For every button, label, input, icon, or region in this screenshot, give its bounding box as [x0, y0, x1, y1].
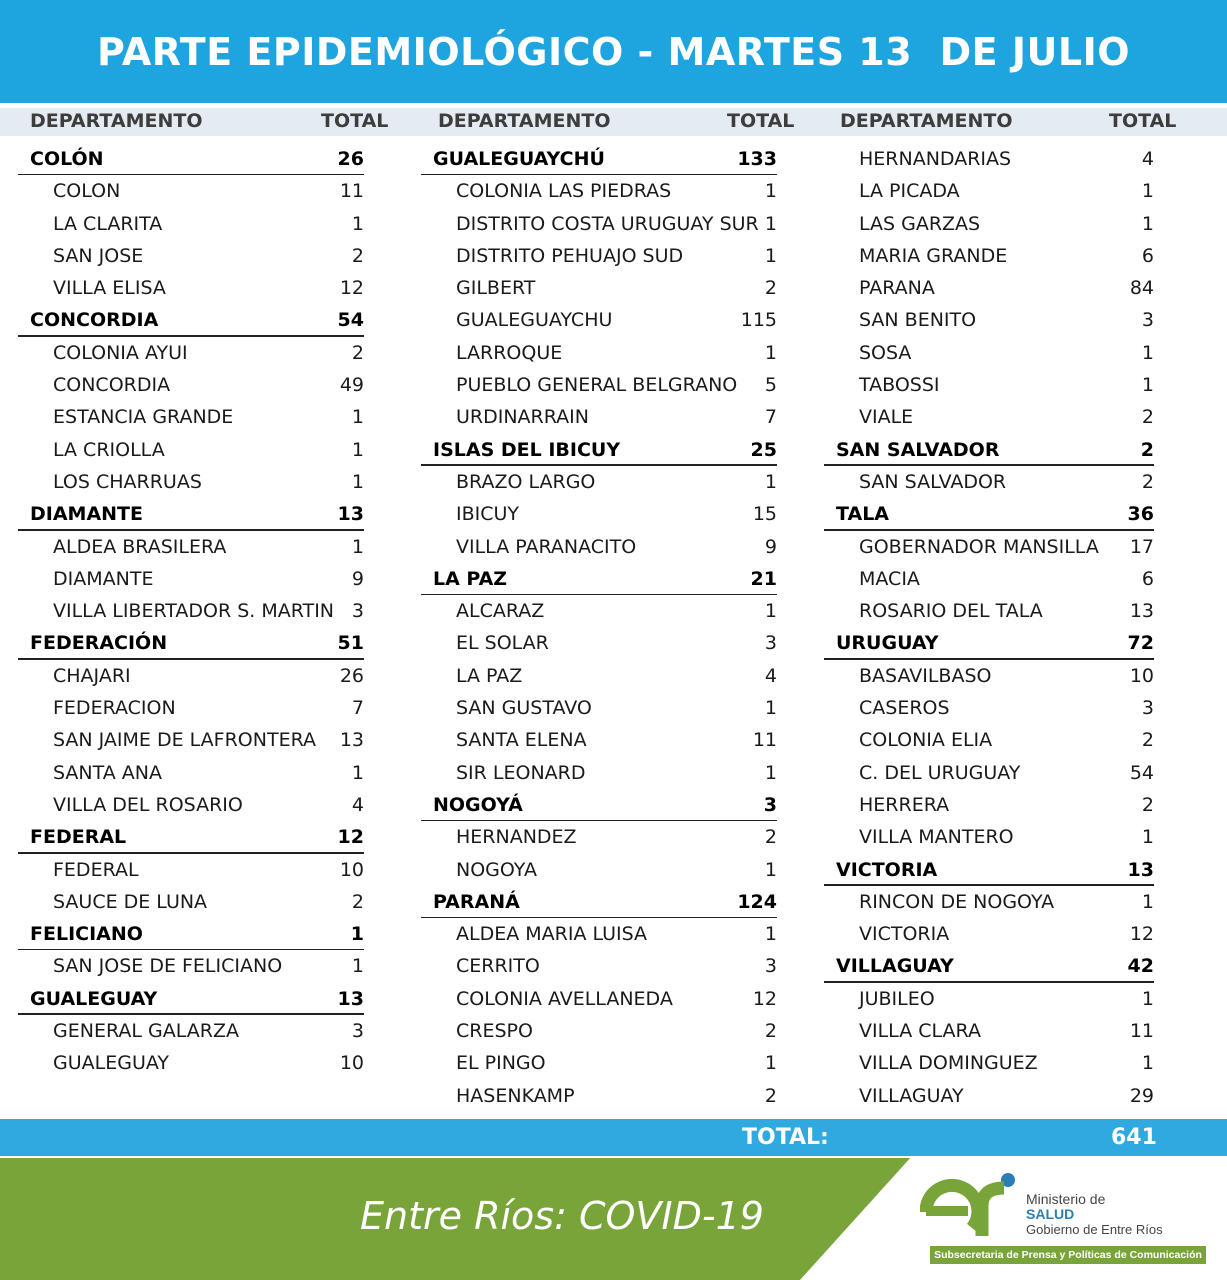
department-name: VILLAGUAY	[836, 955, 954, 978]
locality-name: ROSARIO DEL TALA	[859, 600, 1043, 623]
locality-row	[824, 1080, 1154, 1112]
department-total: 124	[737, 890, 777, 913]
locality-row	[421, 208, 777, 240]
department-total: 2	[1140, 438, 1154, 461]
locality-name: SANTA ANA	[53, 761, 162, 784]
department-total: 51	[337, 632, 364, 655]
ministry-line-1: Ministerio de	[1026, 1191, 1106, 1207]
locality-name: EL PINGO	[456, 1052, 546, 1075]
locality-name: SAN SALVADOR	[859, 470, 1007, 493]
locality-row	[421, 401, 777, 433]
locality-row	[421, 983, 777, 1015]
locality-total: 1	[1141, 826, 1154, 849]
locality-total: 3	[764, 632, 777, 655]
locality-name: SIR LEONARD	[456, 761, 586, 784]
department-total: 25	[750, 438, 777, 461]
locality-name: MARIA GRANDE	[859, 244, 1008, 267]
department-name: CONCORDIA	[30, 309, 159, 332]
locality-total: 1	[351, 955, 364, 978]
locality-name: VIALE	[859, 406, 914, 429]
locality-total: 1	[764, 244, 777, 267]
locality-name: SAN BENITO	[859, 309, 977, 332]
department-row	[824, 627, 1154, 659]
locality-total: 115	[740, 309, 777, 332]
total-value: 641	[1111, 1125, 1157, 1150]
department-name: GUALEGUAYCHÚ	[433, 148, 605, 170]
locality-row	[421, 918, 777, 950]
department-total: 13	[337, 987, 364, 1010]
locality-total: 3	[764, 955, 777, 978]
locality-total: 1	[1141, 212, 1154, 235]
locality-name: PARANA	[859, 277, 935, 300]
locality-row	[824, 595, 1154, 627]
department-name: TALA	[836, 503, 890, 526]
table-column-1	[18, 143, 364, 1080]
locality-row	[18, 724, 364, 756]
locality-total: 12	[752, 987, 777, 1010]
locality-total: 84	[1129, 277, 1154, 300]
locality-total: 1	[764, 1052, 777, 1075]
locality-total: 1	[1141, 1052, 1154, 1075]
locality-name: COLONIA AYUI	[53, 341, 188, 364]
locality-row	[824, 660, 1154, 692]
department-name: NOGOYÁ	[433, 793, 523, 816]
column-header-bar	[0, 108, 1227, 136]
locality-total: 3	[351, 1020, 364, 1043]
locality-name: DISTRITO PEHUAJO SUD	[456, 244, 684, 267]
locality-row	[18, 692, 364, 724]
locality-name: VILLAGUAY	[859, 1084, 964, 1107]
locality-row	[18, 595, 364, 627]
locality-total: 1	[764, 761, 777, 784]
locality-row	[18, 886, 364, 918]
department-row	[421, 789, 777, 821]
locality-row	[421, 660, 777, 692]
locality-name: ALDEA MARIA LUISA	[456, 923, 648, 946]
locality-total: 54	[1129, 761, 1154, 784]
locality-name: CHAJARI	[53, 664, 131, 687]
locality-row	[18, 401, 364, 433]
department-row	[18, 983, 364, 1015]
department-row	[824, 950, 1154, 982]
col3-header-total: TOTAL	[1109, 110, 1177, 132]
department-total: 36	[1127, 503, 1154, 526]
locality-name: LA PAZ	[456, 664, 523, 687]
locality-total: 2	[764, 277, 777, 300]
locality-row	[421, 466, 777, 498]
locality-row	[18, 660, 364, 692]
locality-row	[824, 143, 1154, 175]
department-name: COLÓN	[30, 148, 104, 170]
locality-row	[421, 498, 777, 530]
locality-total: 1	[764, 600, 777, 623]
locality-name: VILLA PARANACITO	[456, 535, 637, 558]
locality-total: 10	[339, 858, 364, 881]
locality-row	[421, 627, 777, 659]
locality-total: 2	[1141, 793, 1154, 816]
locality-name: LA CLARITA	[53, 212, 163, 235]
locality-name: CASEROS	[859, 697, 950, 720]
locality-total: 4	[1141, 148, 1154, 170]
locality-total: 1	[764, 697, 777, 720]
department-row	[824, 498, 1154, 530]
table-column-3	[824, 143, 1154, 1112]
locality-row	[824, 531, 1154, 563]
locality-row	[421, 1080, 777, 1112]
locality-row	[421, 240, 777, 272]
locality-row	[824, 1047, 1154, 1079]
department-row	[421, 563, 777, 595]
locality-row	[18, 854, 364, 886]
locality-row	[18, 337, 364, 369]
locality-row	[824, 983, 1154, 1015]
department-name: URUGUAY	[836, 632, 939, 655]
locality-row	[18, 531, 364, 563]
locality-row	[824, 369, 1154, 401]
locality-row	[421, 1015, 777, 1047]
footer-tagline: Entre Ríos: COVID-19	[360, 1194, 764, 1238]
locality-total: 3	[1141, 309, 1154, 332]
locality-name: SOSA	[859, 341, 912, 364]
department-total: 133	[737, 148, 777, 170]
locality-name: LARROQUE	[456, 341, 563, 364]
locality-total: 1	[1141, 374, 1154, 397]
table-column-2	[421, 143, 777, 1112]
department-name: LA PAZ	[433, 567, 508, 590]
department-name: FEDERAL	[30, 826, 127, 849]
locality-name: LAS GARZAS	[859, 212, 981, 235]
subsecretaria-banner: Subsecretaria de Prensa y Políticas de Comunicación	[930, 1246, 1206, 1264]
locality-row	[18, 240, 364, 272]
department-row	[18, 498, 364, 530]
department-name: GUALEGUAY	[30, 987, 158, 1010]
page-title: PARTE EPIDEMIOLÓGICO - MARTES 13 DE JULIO	[96, 29, 1131, 74]
department-row	[18, 143, 364, 175]
col1-header-departamento: DEPARTAMENTO	[30, 110, 203, 132]
locality-row	[824, 692, 1154, 724]
locality-name: SAN JAIME DE LAFRONTERA	[53, 729, 317, 752]
locality-name: VILLA ELISA	[53, 277, 166, 300]
locality-total: 7	[351, 697, 364, 720]
department-row	[18, 304, 364, 336]
locality-name: FEDERACION	[53, 697, 176, 720]
locality-total: 12	[339, 277, 364, 300]
locality-name: GILBERT	[456, 277, 536, 300]
locality-row	[18, 466, 364, 498]
department-name: FELICIANO	[30, 923, 143, 946]
locality-name: GENERAL GALARZA	[53, 1020, 239, 1043]
locality-row	[18, 1047, 364, 1079]
locality-name: SAN JOSE DE FELICIANO	[53, 955, 283, 978]
locality-total: 3	[1141, 697, 1154, 720]
department-name: DIAMANTE	[30, 503, 143, 526]
locality-name: ALCARAZ	[456, 600, 545, 623]
title-banner	[0, 0, 1227, 103]
department-row	[824, 434, 1154, 466]
locality-total: 10	[339, 1052, 364, 1075]
locality-total: 1	[764, 212, 777, 235]
locality-row	[421, 950, 777, 982]
locality-row	[18, 757, 364, 789]
locality-row	[421, 272, 777, 304]
locality-name: SAN JOSE	[53, 244, 144, 267]
locality-name: C. DEL URUGUAY	[859, 761, 1021, 784]
locality-total: 4	[351, 793, 364, 816]
locality-name: TABOSSI	[859, 374, 940, 397]
locality-row	[824, 208, 1154, 240]
department-total: 13	[1127, 858, 1154, 881]
locality-name: SANTA ELENA	[456, 729, 587, 752]
locality-row	[824, 757, 1154, 789]
locality-row	[824, 789, 1154, 821]
department-row	[421, 886, 777, 918]
locality-name: LOS CHARRUAS	[53, 470, 202, 493]
department-name: SAN SALVADOR	[836, 438, 1000, 461]
locality-row	[421, 337, 777, 369]
locality-name: URDINARRAIN	[456, 406, 589, 429]
locality-row	[824, 724, 1154, 756]
locality-row	[421, 369, 777, 401]
locality-name: HASENKAMP	[456, 1084, 575, 1107]
locality-name: JUBILEO	[859, 987, 935, 1010]
locality-total: 2	[351, 244, 364, 267]
locality-row	[421, 1047, 777, 1079]
total-bar	[0, 1119, 1227, 1156]
ministry-line-3: Gobierno de Entre Ríos	[1026, 1222, 1163, 1237]
locality-total: 6	[1141, 567, 1154, 590]
locality-total: 12	[1129, 923, 1154, 946]
locality-name: HERRERA	[859, 793, 950, 816]
locality-row	[421, 724, 777, 756]
department-row	[18, 918, 364, 950]
locality-total: 1	[351, 212, 364, 235]
locality-name: NOGOYA	[456, 858, 537, 881]
department-row	[18, 821, 364, 853]
col3-header-departamento: DEPARTAMENTO	[840, 110, 1013, 132]
locality-row	[18, 950, 364, 982]
locality-total: 2	[764, 1020, 777, 1043]
locality-name: COLONIA AVELLANEDA	[456, 987, 673, 1010]
locality-name: BRAZO LARGO	[456, 470, 596, 493]
locality-total: 6	[1141, 244, 1154, 267]
col1-header-total: TOTAL	[321, 110, 389, 132]
locality-name: VILLA DOMINGUEZ	[859, 1052, 1038, 1075]
locality-row	[824, 886, 1154, 918]
locality-total: 9	[351, 567, 364, 590]
locality-total: 2	[1141, 406, 1154, 429]
locality-total: 1	[764, 341, 777, 364]
locality-row	[421, 854, 777, 886]
total-label: TOTAL:	[742, 1125, 829, 1150]
department-total: 42	[1127, 955, 1154, 978]
locality-row	[18, 175, 364, 207]
department-total: 3	[763, 793, 777, 816]
locality-name: VICTORIA	[859, 923, 950, 946]
locality-total: 2	[351, 341, 364, 364]
locality-total: 1	[1141, 890, 1154, 913]
department-total: 1	[350, 923, 364, 946]
locality-name: HERNANDARIAS	[859, 148, 1012, 170]
locality-name: DIAMANTE	[53, 567, 154, 590]
department-row	[824, 854, 1154, 886]
locality-total: 1	[351, 761, 364, 784]
locality-name: COLONIA LAS PIEDRAS	[456, 180, 672, 203]
department-total: 26	[337, 148, 364, 170]
locality-total: 5	[764, 374, 777, 397]
locality-name: IBICUY	[456, 503, 520, 526]
locality-row	[18, 369, 364, 401]
locality-total: 1	[1141, 987, 1154, 1010]
locality-total: 10	[1129, 664, 1154, 687]
department-total: 21	[750, 567, 777, 590]
locality-total: 13	[339, 729, 364, 752]
locality-row	[824, 304, 1154, 336]
locality-name: ESTANCIA GRANDE	[53, 406, 234, 429]
locality-name: VILLA DEL ROSARIO	[53, 793, 243, 816]
locality-row	[824, 466, 1154, 498]
locality-name: BASAVILBASO	[859, 664, 992, 687]
locality-name: ALDEA BRASILERA	[53, 535, 227, 558]
locality-total: 1	[1141, 341, 1154, 364]
locality-row	[421, 531, 777, 563]
locality-name: GUALEGUAYCHU	[456, 309, 613, 332]
locality-row	[421, 692, 777, 724]
locality-row	[18, 272, 364, 304]
locality-row	[18, 1015, 364, 1047]
locality-total: 7	[764, 406, 777, 429]
locality-name: MACIA	[859, 567, 920, 590]
locality-total: 3	[351, 600, 364, 623]
locality-total: 15	[752, 503, 777, 526]
ministry-line-2: SALUD	[1026, 1206, 1075, 1222]
locality-total: 1	[351, 535, 364, 558]
locality-row	[18, 563, 364, 595]
locality-name: HERNANDEZ	[456, 826, 577, 849]
col2-header-total: TOTAL	[727, 110, 795, 132]
locality-total: 1	[351, 406, 364, 429]
locality-row	[824, 401, 1154, 433]
locality-total: 1	[351, 438, 364, 461]
locality-row	[824, 337, 1154, 369]
locality-row	[421, 175, 777, 207]
locality-name: GUALEGUAY	[53, 1052, 169, 1075]
locality-name: PUEBLO GENERAL BELGRANO	[456, 374, 738, 397]
locality-name: CERRITO	[456, 955, 540, 978]
locality-name: LA PICADA	[859, 180, 960, 203]
locality-row	[18, 208, 364, 240]
locality-row	[18, 789, 364, 821]
locality-row	[421, 757, 777, 789]
locality-total: 11	[752, 729, 777, 752]
locality-total: 2	[764, 1084, 777, 1107]
locality-row	[824, 1015, 1154, 1047]
locality-row	[421, 821, 777, 853]
locality-name: DISTRITO COSTA URUGUAY SUR	[456, 212, 759, 235]
ministerio-salud-logo	[920, 1166, 1210, 1272]
locality-total: 2	[1141, 470, 1154, 493]
locality-total: 9	[764, 535, 777, 558]
locality-name: FEDERAL	[53, 858, 139, 881]
locality-total: 26	[339, 664, 364, 687]
locality-name: VILLA MANTERO	[859, 826, 1014, 849]
locality-total: 49	[339, 374, 364, 397]
locality-name: EL SOLAR	[456, 632, 549, 655]
locality-total: 1	[764, 470, 777, 493]
department-row	[18, 627, 364, 659]
locality-row	[421, 304, 777, 336]
locality-name: CRESPO	[456, 1020, 533, 1043]
locality-total: 1	[764, 923, 777, 946]
department-name: PARANÁ	[433, 890, 520, 913]
locality-total: 4	[764, 664, 777, 687]
department-total: 13	[337, 503, 364, 526]
locality-name: COLONIA ELIA	[859, 729, 993, 752]
locality-name: LA CRIOLLA	[53, 438, 165, 461]
locality-total: 2	[1141, 729, 1154, 752]
locality-total: 1	[1141, 180, 1154, 203]
locality-total: 11	[1129, 1020, 1154, 1043]
er-logo-icon	[920, 1166, 1020, 1244]
locality-row	[824, 918, 1154, 950]
department-name: ISLAS DEL IBICUY	[433, 438, 621, 461]
locality-name: CONCORDIA	[53, 374, 171, 397]
department-row	[421, 434, 777, 466]
col2-header-departamento: DEPARTAMENTO	[438, 110, 611, 132]
locality-row	[421, 595, 777, 627]
locality-total: 1	[351, 470, 364, 493]
locality-total: 2	[764, 826, 777, 849]
locality-name: SAUCE DE LUNA	[53, 890, 208, 913]
locality-row	[824, 240, 1154, 272]
locality-total: 11	[339, 180, 364, 203]
locality-total: 2	[351, 890, 364, 913]
locality-name: COLON	[53, 180, 121, 203]
locality-row	[824, 821, 1154, 853]
locality-total: 1	[764, 858, 777, 881]
locality-total: 17	[1129, 535, 1154, 558]
department-total: 72	[1127, 632, 1154, 655]
department-row	[421, 143, 777, 175]
department-total: 54	[337, 309, 364, 332]
locality-total: 29	[1129, 1084, 1154, 1107]
locality-row	[824, 272, 1154, 304]
locality-total: 1	[764, 180, 777, 203]
locality-row	[18, 434, 364, 466]
locality-name: VILLA CLARA	[859, 1020, 981, 1043]
locality-name: VILLA LIBERTADOR S. MARTIN	[53, 600, 335, 623]
department-total: 12	[337, 826, 364, 849]
locality-name: SAN GUSTAVO	[456, 697, 592, 720]
locality-row	[824, 563, 1154, 595]
locality-row	[824, 175, 1154, 207]
locality-name: GOBERNADOR MANSILLA	[859, 535, 1099, 558]
department-name: VICTORIA	[836, 858, 938, 881]
department-name: FEDERACIÓN	[30, 632, 168, 655]
locality-total: 13	[1129, 600, 1154, 623]
locality-name: RINCON DE NOGOYA	[859, 890, 1055, 913]
